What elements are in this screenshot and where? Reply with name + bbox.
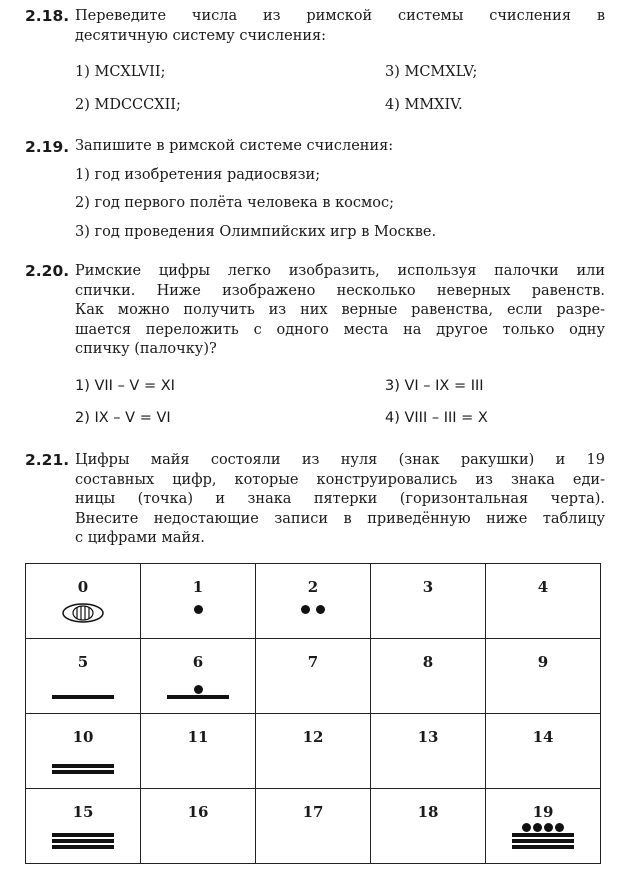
maya-cell xyxy=(256,714,371,789)
answer-item: 3) MCMXLV; xyxy=(385,64,478,80)
dot-icon xyxy=(555,823,564,832)
answer-item: 1) MCXLVII; xyxy=(75,64,166,80)
problem-2-21-text xyxy=(75,451,605,549)
maya-glyph xyxy=(166,684,230,701)
maya-cell xyxy=(256,789,371,864)
maya-number: 18 xyxy=(417,803,439,821)
maya-number: 15 xyxy=(72,803,94,821)
maya-number: 13 xyxy=(417,728,439,746)
equation-item: 3) VI – IX = III xyxy=(385,378,484,394)
text-line: спичку (палочку)? xyxy=(75,341,217,357)
maya-cell xyxy=(371,789,486,864)
bar-icon xyxy=(512,839,574,843)
maya-cell xyxy=(256,564,371,639)
maya-cell xyxy=(141,564,256,639)
problem-number-2-21: 2.21. xyxy=(25,451,70,469)
bar-icon xyxy=(52,839,114,843)
maya-number: 19 xyxy=(532,803,554,821)
problem-number-2-20: 2.20. xyxy=(25,262,70,280)
answer-item: 1) год изобретения радиосвязи; xyxy=(75,167,321,183)
bar-icon xyxy=(52,764,114,768)
maya-glyph xyxy=(51,695,115,701)
maya-cell xyxy=(141,639,256,714)
maya-cell xyxy=(371,564,486,639)
table-row xyxy=(26,564,601,639)
maya-cell xyxy=(371,714,486,789)
text-line: шается переложить с одного места на другое только одну xyxy=(75,321,605,338)
equation-item: 1) VII – V = XI xyxy=(75,378,175,394)
maya-cell xyxy=(141,714,256,789)
bar-icon xyxy=(52,770,114,774)
maya-cell xyxy=(486,564,601,639)
equation-item: 4) VIII – III = X xyxy=(385,410,488,426)
text-line: составных цифр, которые конструировались из знака еди- xyxy=(75,471,605,488)
maya-number: 9 xyxy=(537,653,549,671)
maya-cell xyxy=(256,639,371,714)
maya-number: 17 xyxy=(302,803,324,821)
maya-cell xyxy=(141,789,256,864)
maya-cell xyxy=(486,789,601,864)
bar-icon xyxy=(512,845,574,849)
answer-item: 3) год проведения Олимпийских игр в Москве. xyxy=(75,224,437,240)
answer-item: 2) MDCCCXII; xyxy=(75,97,181,113)
maya-glyph xyxy=(166,604,230,615)
dot-icon xyxy=(301,605,310,614)
maya-cell xyxy=(26,714,141,789)
maya-number: 14 xyxy=(532,728,554,746)
maya-number: 4 xyxy=(537,578,549,596)
text-line: Переведите числа из римской системы счисления в xyxy=(75,8,605,24)
maya-glyph xyxy=(281,604,345,615)
maya-number: 16 xyxy=(187,803,209,821)
maya-number: 2 xyxy=(307,578,319,596)
text-line: Внесите недостающие записи в приведённую ниже таблицу xyxy=(75,510,605,527)
answer-item: 4) MMXIV. xyxy=(385,97,463,113)
maya-numerals-table xyxy=(25,563,601,864)
text-line: Цифры майя состояли из нуля (знак ракушки) и 19 xyxy=(75,452,605,468)
dot-icon xyxy=(316,605,325,614)
dot-icon xyxy=(194,685,203,694)
maya-number: 12 xyxy=(302,728,324,746)
bar-icon xyxy=(167,695,229,699)
table-row xyxy=(26,714,601,789)
bar-icon xyxy=(52,833,114,837)
maya-number: 7 xyxy=(307,653,319,671)
maya-glyph xyxy=(51,833,115,851)
bar-icon xyxy=(512,833,574,837)
maya-cell xyxy=(26,789,141,864)
text-line: спички. Ниже изображено несколько неверных равенств. xyxy=(75,282,605,299)
maya-cell xyxy=(486,714,601,789)
maya-number: 3 xyxy=(422,578,434,596)
dot-icon xyxy=(194,605,203,614)
maya-cell xyxy=(486,639,601,714)
maya-number: 5 xyxy=(77,653,89,671)
dot-icon xyxy=(544,823,553,832)
text-line: десятичную систему счисления: xyxy=(75,27,327,44)
maya-number: 11 xyxy=(187,728,209,746)
maya-glyph xyxy=(51,764,115,776)
maya-number: 6 xyxy=(192,653,204,671)
maya-cell xyxy=(26,639,141,714)
bar-icon xyxy=(52,695,114,699)
maya-number: 1 xyxy=(192,578,204,596)
answer-item: 2) год первого полёта человека в космос; xyxy=(75,195,395,211)
text-line: Как можно получить из них верные равенства, если разре- xyxy=(75,302,605,318)
problem-number-2-19: 2.19. xyxy=(25,138,70,156)
maya-number: 8 xyxy=(422,653,434,671)
maya-glyph xyxy=(511,822,575,851)
maya-number: 10 xyxy=(72,728,94,746)
bar-icon xyxy=(52,845,114,849)
table-row xyxy=(26,789,601,864)
maya-number: 0 xyxy=(77,578,89,596)
text-line: ницы (точка) и знака пятерки (горизонтальная черта). xyxy=(75,491,605,507)
problem-2-20-text xyxy=(75,262,605,360)
shell-icon xyxy=(61,602,105,628)
maya-cell xyxy=(26,564,141,639)
dot-icon xyxy=(533,823,542,832)
dot-icon xyxy=(522,823,531,832)
text-line: с цифрами майя. xyxy=(75,530,205,546)
text-line: Римские цифры легко изобразить, используя палочки или xyxy=(75,263,605,279)
maya-cell xyxy=(371,639,486,714)
equation-item: 2) IX – V = VI xyxy=(75,410,171,426)
problem-2-18-text xyxy=(75,7,605,46)
table-row xyxy=(26,639,601,714)
problem-2-19-text: Запишите в римской системе счисления: xyxy=(75,138,394,154)
problem-number-2-18: 2.18. xyxy=(25,7,70,25)
